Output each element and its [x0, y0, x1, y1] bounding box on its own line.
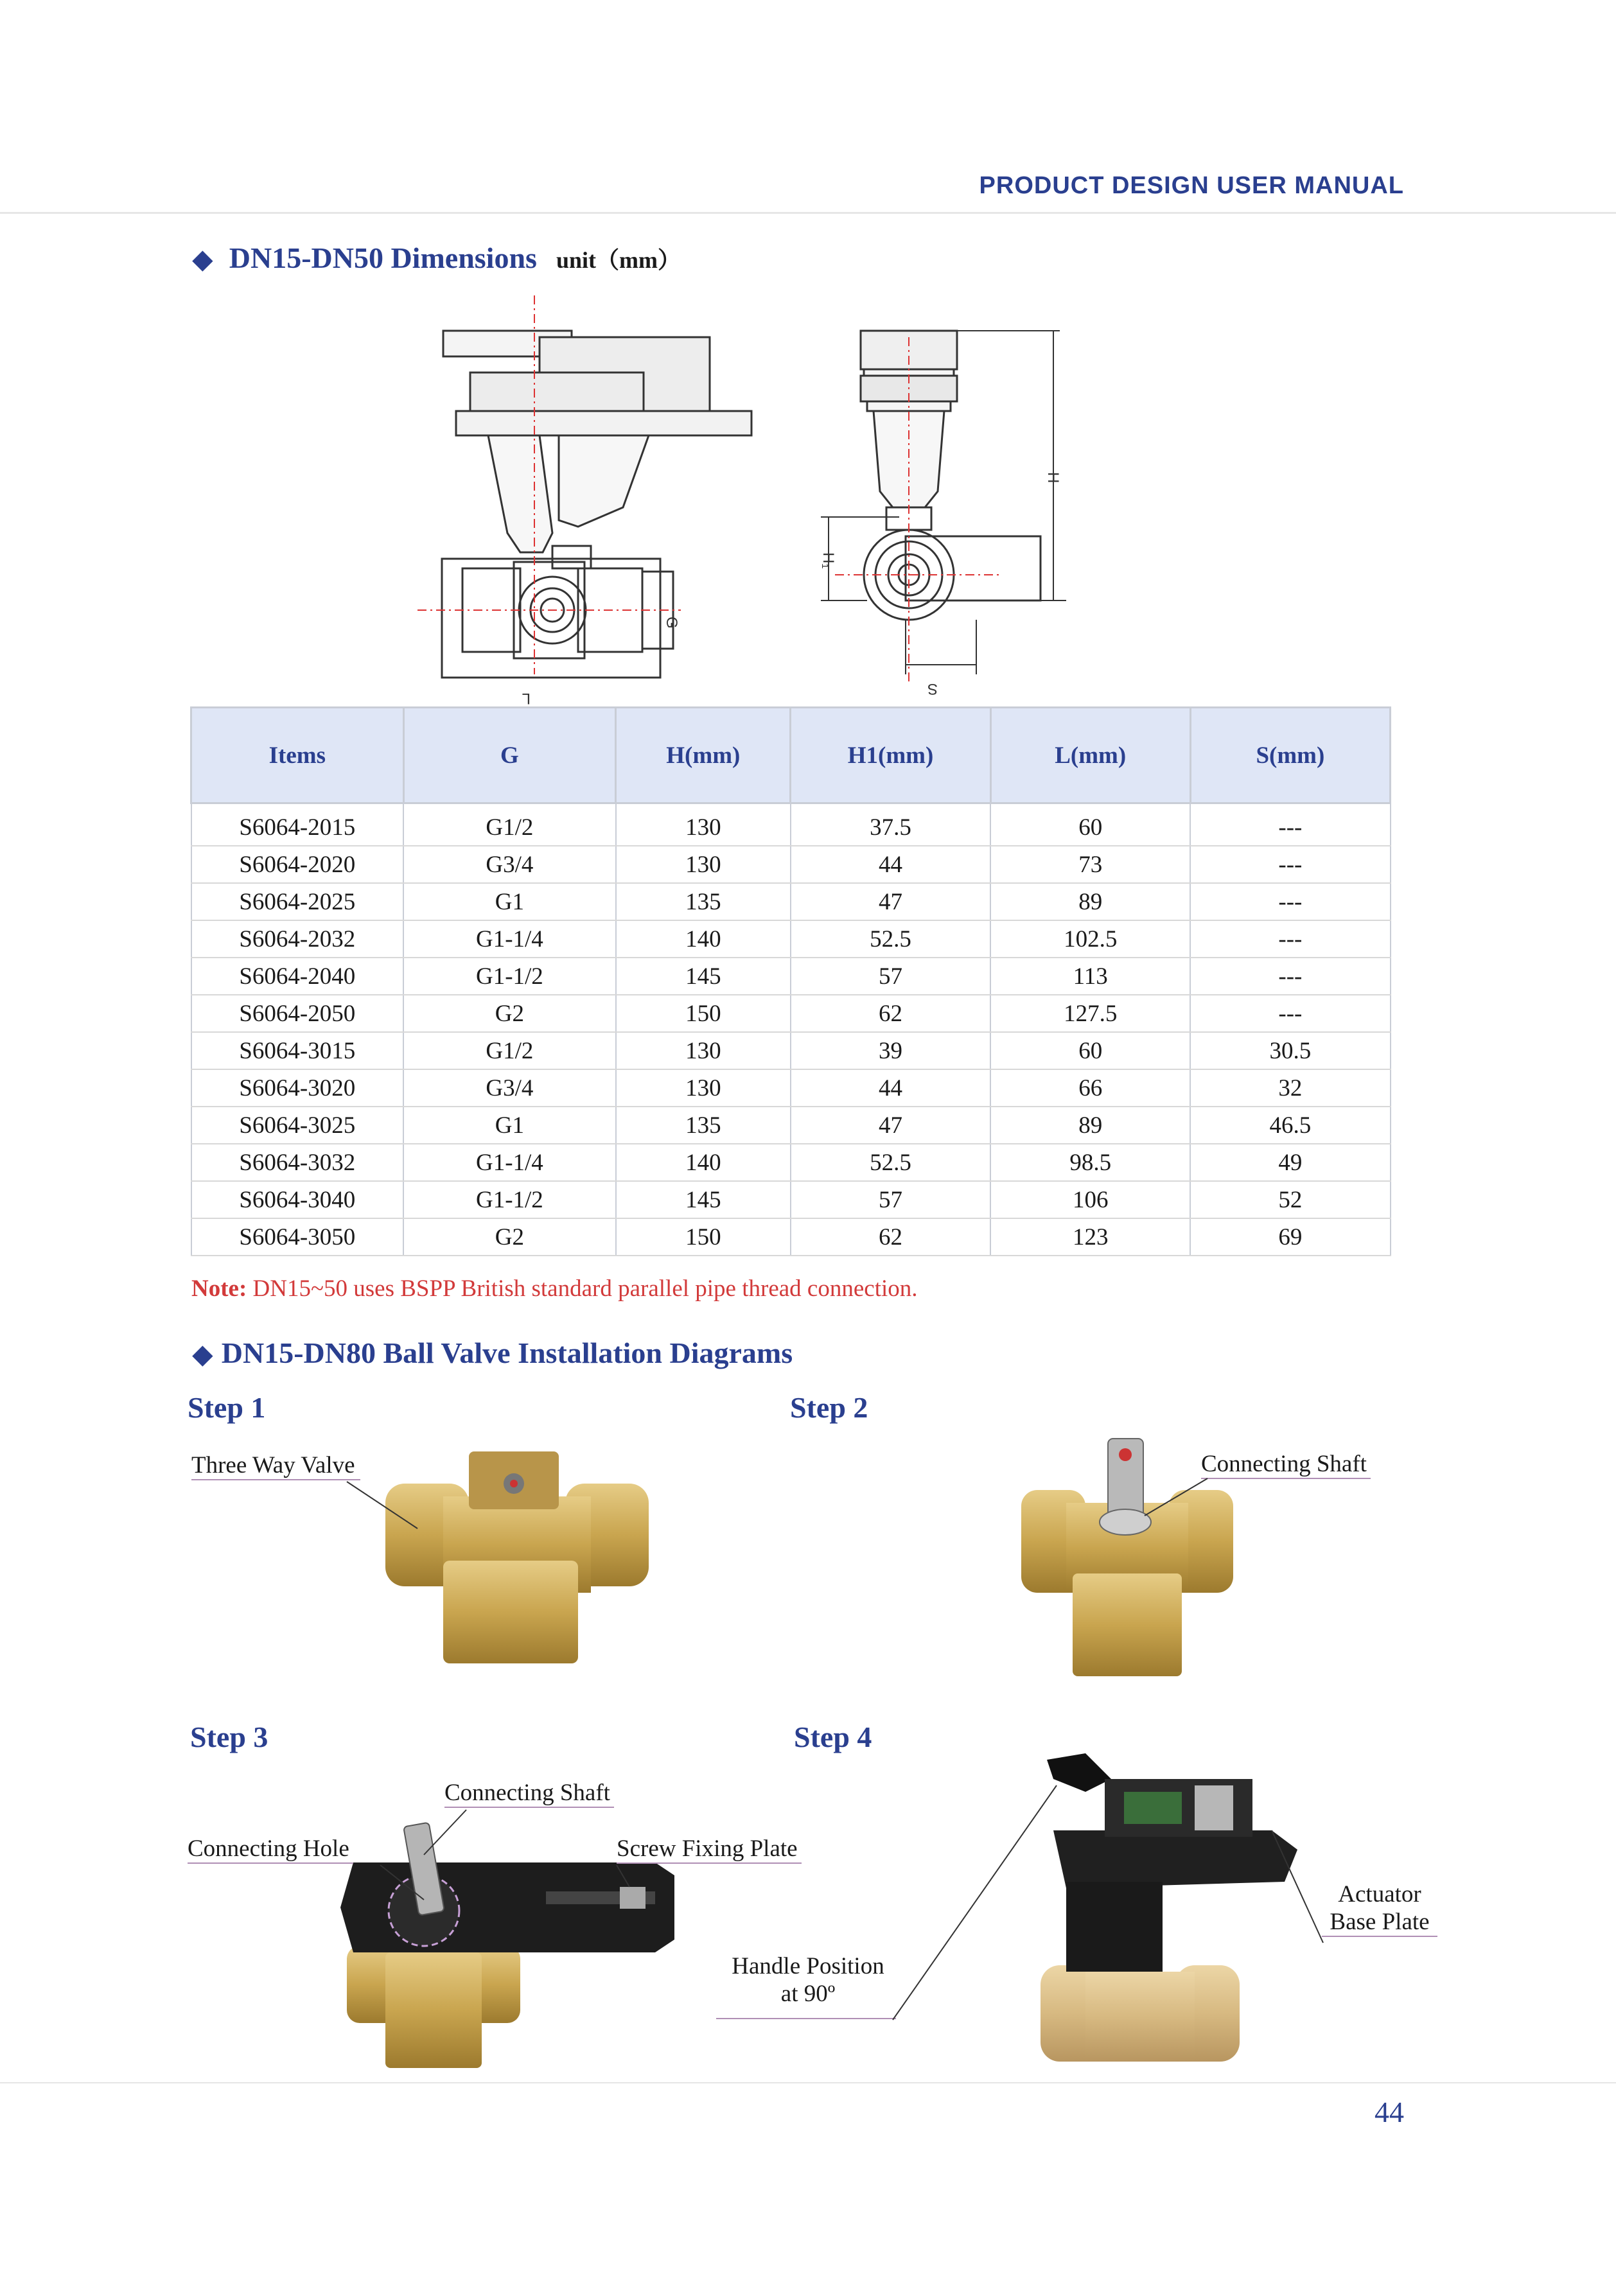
table-cell: G2 [403, 1218, 616, 1256]
table-cell: S6064-3050 [191, 1218, 404, 1256]
table-cell: 47 [791, 883, 990, 920]
table-cell: S6064-2020 [191, 846, 404, 883]
table-cell: S6064-2015 [191, 803, 404, 846]
callout-line-three-way-valve [347, 1480, 424, 1532]
table-cell: G1 [403, 883, 616, 920]
table-row [191, 958, 1391, 995]
table-cell: 52 [1190, 1181, 1390, 1218]
table-cell: 69 [1190, 1218, 1390, 1256]
table-cell: 98.5 [990, 1144, 1190, 1181]
dimensions-table [190, 706, 1391, 1256]
callout-connecting-hole: Connecting Hole [188, 1835, 353, 1864]
table-cell: 66 [990, 1069, 1190, 1107]
header-title: PRODUCT DESIGN USER MANUAL [979, 172, 1404, 199]
table-cell: 135 [616, 1107, 791, 1144]
table-cell: G3/4 [403, 1069, 616, 1107]
dim-label-s: S [927, 680, 938, 697]
table-row [191, 846, 1391, 883]
table-body [191, 803, 1391, 1256]
table-row [191, 1144, 1391, 1181]
table-cell: G1 [403, 1107, 616, 1144]
table-cell: 57 [791, 958, 990, 995]
table-cell: S6064-3040 [191, 1181, 404, 1218]
valve-front-drawing [411, 289, 771, 707]
thread-note [191, 1275, 918, 1302]
callout-connecting-shaft-step2: Connecting Shaft [1201, 1450, 1371, 1479]
table-cell: 37.5 [791, 803, 990, 846]
step-4-label: Step 4 [794, 1721, 872, 1753]
table-cell: S6064-3032 [191, 1144, 404, 1181]
table-cell: 30.5 [1190, 1032, 1390, 1069]
callout-line-connecting-shaft-step2 [1143, 1477, 1220, 1522]
table-cell: 62 [791, 1218, 990, 1256]
section-installation-label: DN15-DN80 Ball Valve Installation Diagrams [221, 1336, 793, 1369]
table-cell: 140 [616, 1144, 791, 1181]
table-cell: 39 [791, 1032, 990, 1069]
table-cell: G1/2 [403, 803, 616, 846]
table-cell: --- [1190, 995, 1390, 1032]
table-cell: S6064-3025 [191, 1107, 404, 1144]
table-cell: 145 [616, 1181, 791, 1218]
table-row [191, 803, 1391, 846]
table-cell: 150 [616, 995, 791, 1032]
table-cell: 49 [1190, 1144, 1390, 1181]
column-header: H1(mm) [791, 708, 990, 803]
table-cell: 44 [791, 846, 990, 883]
table-cell: 52.5 [791, 1144, 990, 1181]
table-cell: 130 [616, 803, 791, 846]
section-dimensions-label: DN15-DN50 Dimensions [229, 241, 537, 274]
table-row [191, 1107, 1391, 1144]
note-text: DN15~50 uses BSPP British standard parallel pipe thread connection. [247, 1275, 918, 1302]
table-cell: 89 [990, 1107, 1190, 1144]
table-cell: 52.5 [791, 920, 990, 958]
table-row [191, 920, 1391, 958]
table-row [191, 1069, 1391, 1107]
table-cell: 32 [1190, 1069, 1390, 1107]
step-1-three-way-valve-image [373, 1445, 668, 1670]
table-cell: S6064-2050 [191, 995, 404, 1032]
table-cell: 44 [791, 1069, 990, 1107]
table-cell: --- [1190, 803, 1390, 846]
table-cell: S6064-2040 [191, 958, 404, 995]
diamond-bullet-icon: ◆ [193, 1340, 213, 1369]
table-cell: 60 [990, 803, 1190, 846]
table-row [191, 1032, 1391, 1069]
column-header: G [403, 708, 616, 803]
table-cell: 130 [616, 1032, 791, 1069]
table-cell: 123 [990, 1218, 1190, 1256]
header-rule [0, 212, 1616, 214]
callout-handle-position-line1: Handle Position [732, 1953, 884, 1979]
table-cell: 73 [990, 846, 1190, 883]
column-header: H(mm) [616, 708, 791, 803]
table-cell: 135 [616, 883, 791, 920]
table-cell: G1/2 [403, 1032, 616, 1069]
callout-connecting-shaft-step3: Connecting Shaft [444, 1779, 614, 1808]
table-cell: G1-1/2 [403, 1181, 616, 1218]
table-cell: G1-1/4 [403, 920, 616, 958]
table-cell: S6064-3015 [191, 1032, 404, 1069]
dim-label-h1: H₁ [820, 552, 837, 569]
step-2-label: Step 2 [790, 1391, 868, 1424]
section-installation-title [193, 1336, 793, 1370]
table-cell: G3/4 [403, 846, 616, 883]
table-cell: 130 [616, 1069, 791, 1107]
table-cell: 127.5 [990, 995, 1190, 1032]
table-cell: 130 [616, 846, 791, 883]
dim-label-l: L [522, 690, 531, 707]
step-4-callout-lines [886, 1785, 1336, 2029]
table-cell: 46.5 [1190, 1107, 1390, 1144]
table-row [191, 1181, 1391, 1218]
table-cell: --- [1190, 883, 1390, 920]
table-cell: 47 [791, 1107, 990, 1144]
step-3-callout-lines [347, 1810, 925, 2022]
table-cell: 89 [990, 883, 1190, 920]
callout-screw-fixing-plate: Screw Fixing Plate [617, 1835, 802, 1864]
callout-handle-position-line2: at 90º [780, 1981, 836, 2007]
table-cell: 140 [616, 920, 791, 958]
callout-actuator-base-plate [1322, 1880, 1437, 1937]
table-cell: 145 [616, 958, 791, 995]
section-dimensions-title [193, 241, 681, 275]
table-cell: --- [1190, 846, 1390, 883]
dim-label-h: H [1044, 472, 1062, 484]
table-cell: 57 [791, 1181, 990, 1218]
dim-label-g: G [663, 617, 680, 629]
table-cell: 150 [616, 1218, 791, 1256]
column-header: Items [191, 708, 404, 803]
callout-actuator-line2: Base Plate [1322, 1908, 1437, 1937]
note-label: Note: [191, 1275, 247, 1302]
footer-rule [0, 2082, 1616, 2083]
table-cell: 113 [990, 958, 1190, 995]
callout-three-way-valve: Three Way Valve [191, 1451, 360, 1480]
valve-side-drawing [809, 324, 1079, 697]
table-cell: --- [1190, 958, 1390, 995]
column-header: L(mm) [990, 708, 1190, 803]
table-cell: G2 [403, 995, 616, 1032]
table-cell: 60 [990, 1032, 1190, 1069]
page-number: 44 [1374, 2096, 1404, 2128]
table-cell: 102.5 [990, 920, 1190, 958]
step-3-label: Step 3 [190, 1721, 268, 1753]
table-cell: G1-1/2 [403, 958, 616, 995]
table-header-row [191, 708, 1391, 803]
table-cell: 106 [990, 1181, 1190, 1218]
table-row [191, 883, 1391, 920]
table-row [191, 995, 1391, 1032]
unit-label: unit（mm） [556, 247, 681, 273]
table-cell: 62 [791, 995, 990, 1032]
table-cell: S6064-3020 [191, 1069, 404, 1107]
table-cell: G1-1/4 [403, 1144, 616, 1181]
column-header: S(mm) [1190, 708, 1390, 803]
table-cell: S6064-2032 [191, 920, 404, 958]
step-1-label: Step 1 [188, 1391, 266, 1424]
table-row [191, 1218, 1391, 1256]
table-cell: --- [1190, 920, 1390, 958]
callout-actuator-line1: Actuator [1338, 1881, 1421, 1907]
table-cell: S6064-2025 [191, 883, 404, 920]
diamond-bullet-icon: ◆ [193, 245, 213, 274]
